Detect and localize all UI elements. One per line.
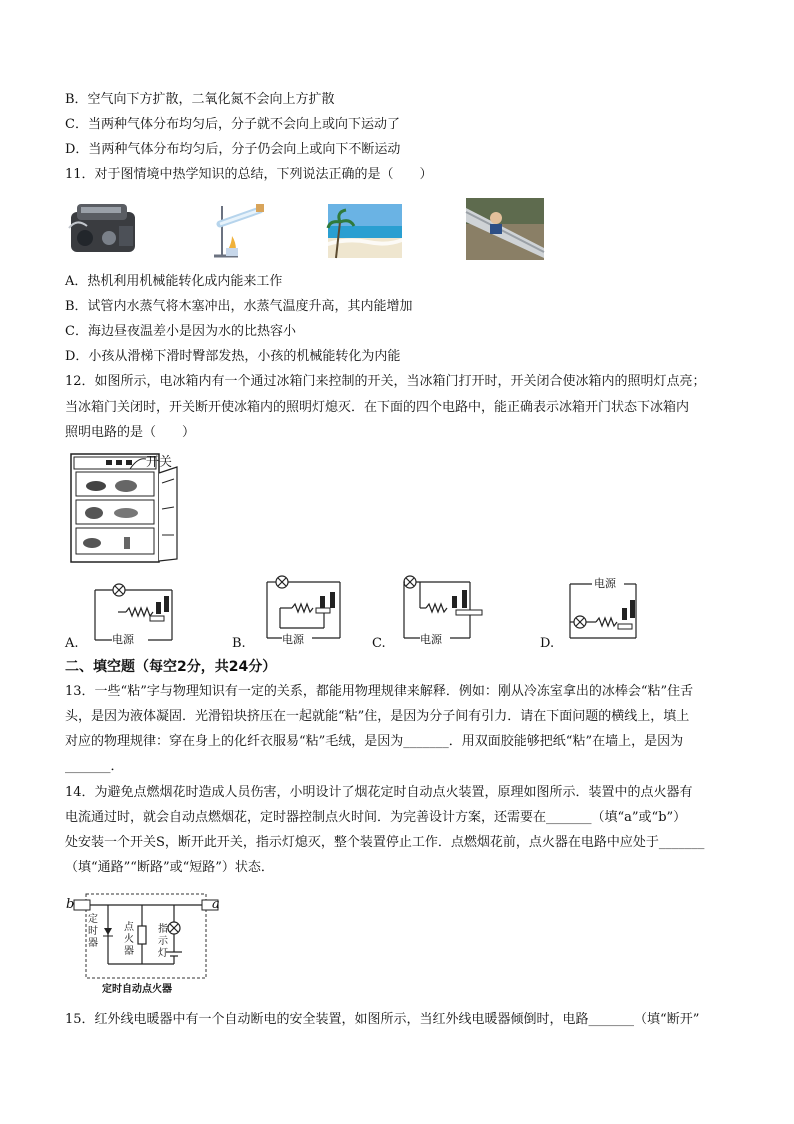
indicator-label: 指示灯 (158, 924, 168, 959)
circuit-b-power-label: 电源 (282, 633, 304, 646)
q12-stem-line2: 当冰箱门关闭时，开关断开使冰箱内的照明灯熄灭．在下面的四个电路中，能正确表示冰箱开门状态下冰箱内 (65, 400, 690, 415)
q10-option-b: B．空气向下方扩散，二氧化氮不会向上方扩散 (65, 92, 335, 107)
engine-photo (65, 198, 143, 260)
circuit-b (262, 572, 352, 648)
terminal-a-label: a (212, 897, 220, 912)
choice-c-label: C. (372, 636, 386, 651)
q13-line3: 对应的物理规律：穿在身上的化纤衣服易“粘”毛绒，是因为_______．用双面胶能够把纸“粘”在墙上，是因为 (65, 734, 684, 749)
slide-photo (466, 198, 544, 260)
section-2-heading: 二、填空题（每空2分，共24分） (65, 659, 277, 675)
q11-option-a: A．热机利用机械能转化成内能来工作 (65, 274, 283, 289)
circuit-a (90, 580, 180, 648)
q11-option-b: B．试管内水蒸气将木塞冲出，水蒸气温度升高，其内能增加 (65, 299, 413, 314)
q15-line1: 15．红外线电暖器中有一个自动断电的安全装置，如图所示，当红外线电暖器倾倒时，电路_______（填“断开” (65, 1012, 700, 1027)
q10-option-c: C．当两种气体分布均匀后，分子就不会向上或向下运动了 (65, 117, 400, 132)
q11-stem: 11．对于图情境中热学知识的总结，下列说法正确的是（ ） (65, 167, 433, 182)
choice-a-label: A. (65, 636, 79, 651)
q11-option-d: D．小孩从滑梯下滑时臀部发热，小孩的机械能转化为内能 (65, 349, 401, 364)
terminal-b-label: b (66, 897, 75, 912)
q11-option-c: C．海边昼夜温差小是因为水的比热容小 (65, 324, 296, 339)
q14-line3: 处安装一个开关S，断开此开关，指示灯熄灭，整个装置停止工作．点燃烟花前，点火器在电路中应处于_______ (65, 835, 705, 850)
choice-d-label: D. (540, 636, 555, 651)
beach-photo (328, 204, 402, 258)
igniter-label: 点火器 (124, 922, 134, 957)
timer-label: 定时器 (88, 914, 98, 949)
choice-b-label: B. (232, 636, 246, 651)
q10-option-d: D．当两种气体分布均匀后，分子仍会向上或向下不断运动 (65, 142, 401, 157)
fridge-switch-label: 开关 (146, 455, 173, 470)
circuit-c (400, 572, 490, 648)
q13-line4: _______． (65, 759, 124, 774)
q13-line2: 头，是因为液体凝固．光滑铅块挤压在一起就能“粘”住，是因为分子间有引力．请在下面问题的横线上，填上 (65, 709, 690, 724)
circuit-c-power-label: 电源 (420, 633, 442, 646)
diagram-caption: 定时自动点火器 (102, 984, 172, 995)
q12-stem-line1: 12．如图所示，电冰箱内有一个通过冰箱门来控制的开关，当冰箱门打开时，开关闭合使冰箱内的照明灯点亮； (65, 374, 706, 389)
q12-stem-line3: 照明电路的是（ ） (65, 425, 196, 440)
circuit-a-power-label: 电源 (112, 633, 134, 646)
circuit-d-power-label: 电源 (594, 577, 616, 590)
q14-line4: （填“通路”“断路”或“短路”）状态． (65, 860, 274, 875)
test-tube-photo (198, 198, 268, 260)
q14-line2: 电流通过时，就会自动点燃烟花，定时器控制点火时间．为完善设计方案，还需要在_______（填“a”或“b”） (65, 810, 687, 825)
q14-line1: 14．为避免点燃烟花时造成人员伤害，小明设计了烟花定时自动点火装置，原理如图所示．装置中的点火器有 (65, 785, 693, 800)
q13-line1: 13．一些“粘”字与物理知识有一定的关系，都能用物理规律来解释．例如：刚从冷冻室拿出的冰棒会“粘”住舌 (65, 684, 694, 699)
